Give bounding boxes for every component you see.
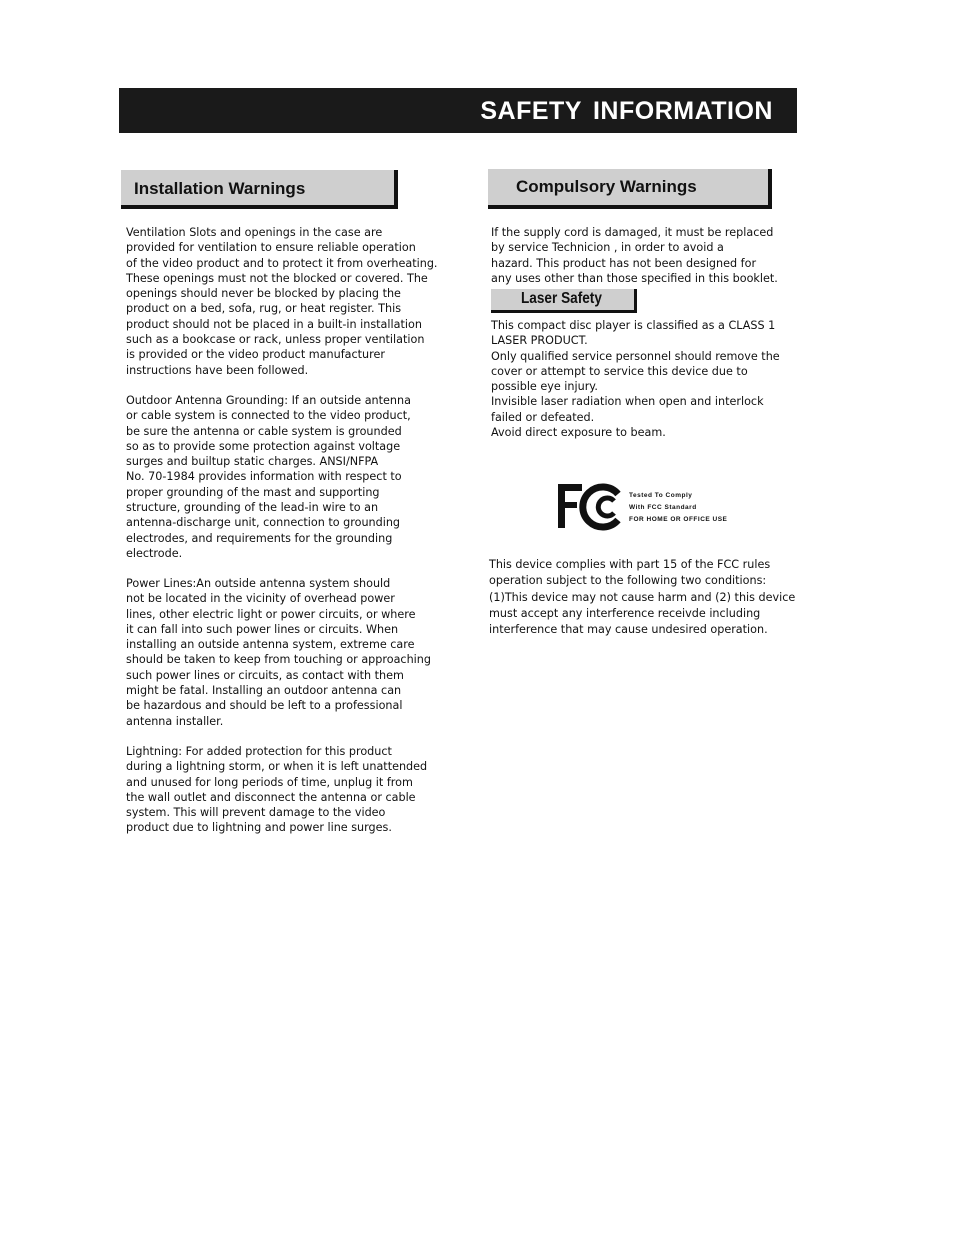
power-lines-paragraph: Power Lines:An outside antenna system should not be located in the vicinity of overhead power lines, other electric light or power circuits, or where it can fall into such power lines or circuits. When installing an outside antenna system, extreme care should be taken to keep from touching or approaching such power lines or circuits, as contact with them might be fatal. Installing an outdoor antenna can be hazardous and should be left to a professional antenna installer. [126, 577, 431, 728]
page-title: SAFETY INFORMATION [480, 97, 773, 125]
compulsory-warnings-heading: Compulsory Warnings [516, 177, 697, 196]
title-banner [119, 88, 797, 133]
fcc-standard-line: With FCC Standard [629, 504, 697, 511]
fcc-compliance-mark [556, 482, 756, 532]
ventilation-paragraph: Ventilation Slots and openings in the case are provided for ventilation to ensure reliable operation of the video product and to protect it from overheating. These openings must not the blocked or covered. The openings should never be blocked by placing the product on a bed, sofa, rug, or heat register. This product should not be placed in a built-in installation such as a bookcase or rack, unless proper ventilation is provided or the video product manufacturer instructions have been followed. [126, 226, 438, 377]
supply-cord-paragraph: If the supply cord is damaged, it must be replaced by service Technicion , in order to avoid a hazard. This product has not been designed for any uses other than those specified in this booklet. [491, 226, 778, 285]
fcc-home-office-line: FOR HOME OR OFFICE USE [629, 516, 728, 523]
fcc-tested-line: Tested To Comply [629, 492, 693, 499]
laser-safety-heading-box [491, 289, 637, 313]
laser-safety-heading: Laser Safety [521, 290, 602, 307]
compulsory-warnings-heading-box [488, 169, 772, 209]
installation-warnings-heading: Installation Warnings [134, 179, 306, 198]
fcc-logo-icon [556, 482, 624, 532]
laser-safety-paragraph: This compact disc player is classified as a CLASS 1 LASER PRODUCT. Only qualified service personnel should remove the cover or attempt to service this device due to possible eye injury. Invisible laser radiation when open and interlock failed or defeated. Avoid direct exposure to beam. [491, 319, 780, 440]
lightning-paragraph: Lightning: For added protection for this product during a lightning storm, or when it is left unattended and unused for long periods of time, unplug it from the wall outlet and disconnect the antenna or cable system. This will prevent damage to the video product due to lightning and power line surges. [126, 745, 428, 835]
antenna-grounding-paragraph: Outdoor Antenna Grounding: If an outside antenna or cable system is connected to the video product, be sure the antenna or cable system is grounded so as to provide some protection against voltage surges and builtup static charges. ANSI/NFPA No. 70-1984 provides information with respect to proper grounding of the mast and supporting structure, grounding of the lead-in wire to an antenna-discharge unit, connection to grounding electrodes, and requirements for the grounding electrode. [126, 394, 411, 560]
installation-warnings-heading-box [121, 170, 398, 209]
fcc-paragraph: This device complies with part 15 of the FCC rules operation subject to the following two conditions: (1)This device may not cause harm and (2) this device must accept any interference receivde including interference that may cause undesired operation. [489, 558, 796, 637]
